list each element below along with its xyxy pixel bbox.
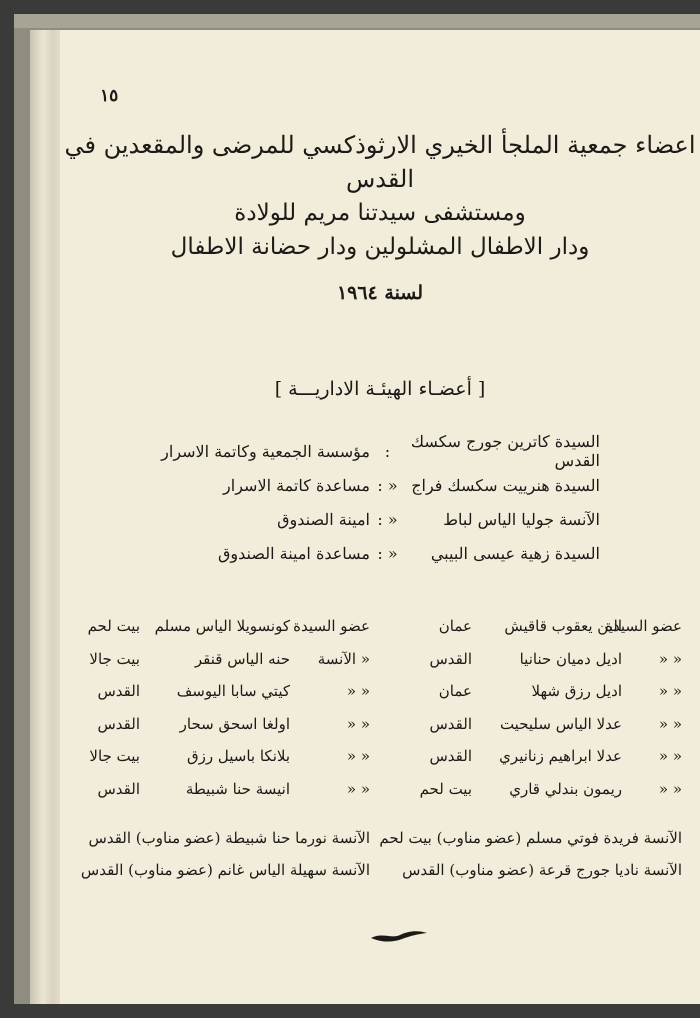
member-lead: « «	[346, 747, 370, 766]
ornament-divider-icon	[370, 926, 428, 944]
members-list-right	[402, 610, 682, 805]
member-city: القدس	[97, 682, 140, 701]
board-member-role: امينة الصندوق	[277, 509, 370, 529]
member-name: انيسة حنا شبيطة	[185, 779, 290, 798]
member-city: القدس	[97, 779, 140, 798]
member-row	[70, 740, 370, 773]
member-name: عدلا الياس سليحيت	[499, 714, 622, 733]
title-line-1: اعضاء جمعية الملجأ الخيري الارثوذكسي للمرضى والمقعدين في القدس	[64, 131, 696, 193]
alternate-members-right	[379, 822, 682, 886]
board-member-row	[161, 434, 600, 468]
member-row	[70, 773, 370, 806]
alternate-member: الآنسة نورما حنا شبيطة (عضو مناوب) القدس	[88, 829, 370, 847]
alternate-member: الآنسة سهيلة الياس غانم (عضو مناوب) القدس	[80, 861, 370, 879]
member-name: حنه الياس قنقر	[194, 649, 290, 668]
member-name: الين يعقوب قاقيش	[504, 617, 622, 636]
member-city: القدس	[429, 714, 472, 733]
document-page	[60, 30, 700, 1004]
member-lead: « «	[658, 747, 682, 766]
member-name: كونسويلا الياس مسلم	[154, 617, 290, 636]
board-member-name: السيدة كاترين جورج سكسك القدس	[410, 432, 600, 470]
member-city: بيت جالا	[89, 747, 140, 766]
alternate-members-left	[81, 822, 370, 886]
member-lead: « «	[658, 714, 682, 733]
title-line-3: ودار الاطفال المشلولين ودار حضانة الاطفال	[170, 234, 590, 260]
page-number: ١٥	[100, 86, 119, 106]
title-year: لسنة ١٩٦٤	[336, 282, 424, 304]
member-lead: « «	[346, 714, 370, 733]
board-member-separator: « :	[377, 509, 398, 529]
alternate-member: الآنسة ناديا جورج قرعة (عضو مناوب) القدس	[402, 861, 682, 879]
member-name: اولغا اسحق سحار	[179, 714, 290, 733]
member-lead: « «	[658, 682, 682, 701]
board-members-list	[161, 434, 600, 570]
board-member-row	[161, 536, 600, 570]
section-heading: [ أعضـاء الهيئـة الاداريـــة ]	[274, 378, 486, 400]
member-row	[402, 643, 682, 676]
member-city: عمان	[438, 617, 472, 636]
member-city: عمان	[438, 682, 472, 701]
member-name: اديل دميان حنانيا	[519, 649, 622, 668]
member-city: بيت جالا	[89, 649, 140, 668]
board-member-row	[161, 502, 600, 536]
member-name: عدلا ابراهيم زنانيري	[499, 747, 622, 766]
member-lead: « الآنسة	[317, 649, 370, 668]
board-member-role: مساعدة امينة الصندوق	[217, 543, 370, 563]
board-member-name: السيدة زهية عيسى البيبي	[430, 543, 600, 563]
board-member-row	[161, 468, 600, 502]
member-row	[70, 675, 370, 708]
book-cover-top-edge	[14, 14, 700, 28]
member-row	[70, 643, 370, 676]
member-name: بلانكا باسيل رزق	[186, 747, 290, 766]
title-block	[60, 128, 700, 310]
member-city: القدس	[97, 714, 140, 733]
member-row	[402, 773, 682, 806]
member-row	[402, 708, 682, 741]
alternate-member: الآنسة فريدة فوتي مسلم (عضو مناوب) بيت لحم	[379, 829, 682, 847]
member-city: بيت لحم	[419, 779, 472, 798]
member-lead: عضو السيدة	[293, 617, 370, 636]
member-row	[70, 708, 370, 741]
member-city: بيت لحم	[87, 617, 140, 636]
members-list-left	[70, 610, 370, 805]
member-lead: « «	[658, 779, 682, 798]
board-member-role: مساعدة كاتمة الاسرار	[223, 475, 370, 495]
member-row	[402, 675, 682, 708]
member-lead: « «	[658, 649, 682, 668]
member-row	[402, 610, 682, 643]
member-name: كيتي سابا اليوسف	[176, 682, 290, 701]
board-member-separator: « :	[377, 543, 398, 563]
board-member-role: مؤسسة الجمعية وكاتمة الاسرار	[161, 441, 370, 461]
member-lead: « «	[346, 682, 370, 701]
member-name: اديل رزق شهلا	[531, 682, 622, 701]
board-member-name: الآنسة جوليا الياس لباط	[443, 509, 600, 529]
board-member-separator: :	[384, 441, 391, 461]
board-member-separator: « :	[377, 475, 398, 495]
member-row	[70, 610, 370, 643]
member-name: ريمون بندلي قاري	[509, 779, 622, 798]
title-line-2: ومستشفى سيدتنا مريم للولادة	[234, 200, 526, 226]
board-member-name: السيدة هنرييت سكسك فراج	[411, 475, 600, 495]
member-row	[402, 740, 682, 773]
member-lead: « «	[346, 779, 370, 798]
member-city: القدس	[429, 649, 472, 668]
member-city: القدس	[429, 747, 472, 766]
member-lead: عضو السيدة	[605, 617, 682, 636]
